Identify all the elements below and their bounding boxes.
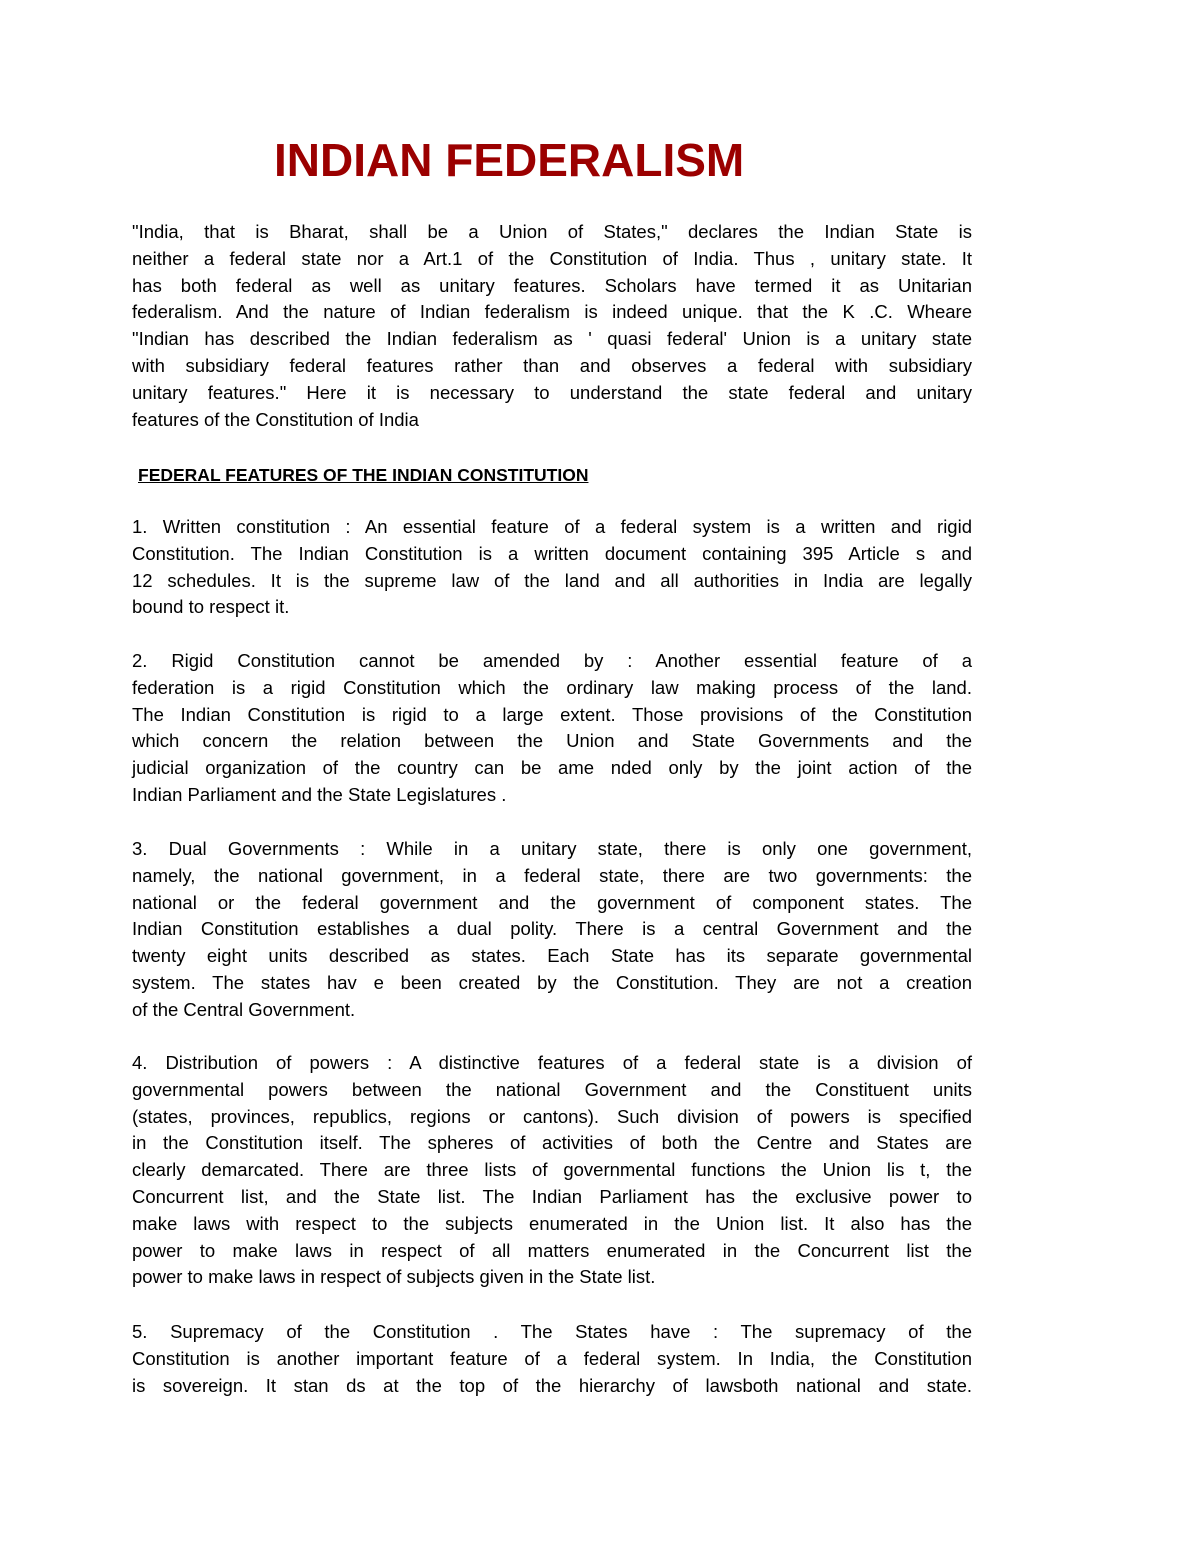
text-line: federation is a rigid Constitution which the ordinary law making process of the land. [132, 676, 972, 698]
text-line: power to make laws in respect of subjects given in the State list. [132, 1266, 656, 1288]
text-line: 12 schedules. It is the supreme law of the land and all authorities in India are legally [132, 569, 972, 591]
paragraph-distribution-of-powers [132, 1050, 972, 1291]
text-line: power to make laws in respect of all matters enumerated in the Concurrent list the [132, 1239, 972, 1261]
text-line: Constitution. The Indian Constitution is a written document containing 395 Article s and [132, 542, 972, 564]
text-line: judicial organization of the country can be ame nded only by the joint action of the [132, 757, 972, 779]
text-line: 5. Supremacy of the Constitution . The States have : The supremacy of the [132, 1321, 972, 1342]
text-line: twenty eight units described as states. Each State has its separate governmental [132, 945, 972, 967]
text-line: of the Central Government. [132, 998, 356, 1020]
text-line: "Indian has described the Indian federalism as ' quasi federal' Union is a unitary state [132, 328, 972, 350]
text-line: 4. Distribution of powers : A distinctive features of a federal state is a division of [132, 1052, 972, 1073]
text-line: 3. Dual Governments : While in a unitary state, there is only one government, [132, 838, 972, 859]
text-line: Indian Parliament and the State Legislatures . [132, 783, 507, 805]
text-line: (states, provinces, republics, regions or cantons). Such division of powers is specified [132, 1105, 972, 1127]
text-line: The Indian Constitution is rigid to a large extent. Those provisions of the Constitution [132, 703, 972, 725]
text-line: federalism. And the nature of Indian federalism is indeed unique. that the K .C. Wheare [132, 301, 972, 323]
text-line: which concern the relation between the Union and State Governments and the [132, 730, 972, 752]
text-line: 2. Rigid Constitution cannot be amended by : Another essential feature of a [132, 650, 972, 671]
text-line: "India, that is Bharat, shall be a Union of States," declares the Indian State is [132, 221, 972, 242]
text-line: features of the Constitution of India [132, 408, 419, 430]
text-line: with subsidiary federal features rather than and observes a federal with subsidiary [132, 354, 972, 376]
document-title: INDIAN FEDERALISM [274, 134, 745, 186]
text-line: has both federal as well as unitary features. Scholars have termed it as Unitarian [132, 274, 972, 296]
text-line: national or the federal government and the government of component states. The [132, 891, 972, 913]
text-line: 1. Written constitution : An essential feature of a federal system is a written and rigid [132, 516, 972, 537]
text-line: clearly demarcated. There are three lists of governmental functions the Union lis t, the [132, 1159, 972, 1181]
section-heading: FEDERAL FEATURES OF THE INDIAN CONSTITUTION [138, 465, 589, 485]
text-line: system. The states hav e been created by the Constitution. They are not a creation [132, 971, 972, 993]
text-line: Indian Constitution establishes a dual polity. There is a central Government and the [132, 918, 972, 940]
intro-paragraph [132, 219, 972, 433]
text-line: is sovereign. It stan ds at the top of the hierarchy of lawsboth national and state. [132, 1374, 972, 1396]
paragraph-supremacy-of-constitution [132, 1319, 972, 1399]
text-line: Constitution is another important feature of a federal system. In India, the Constitution [132, 1347, 972, 1369]
text-line: namely, the national government, in a federal state, there are two governments: the [132, 864, 972, 886]
text-line: Concurrent list, and the State list. The Indian Parliament has the exclusive power to [132, 1185, 972, 1207]
text-line: unitary features." Here it is necessary to understand the state federal and unitary [132, 381, 972, 403]
text-line: bound to respect it. [132, 596, 290, 618]
paragraph-written-constitution [132, 514, 972, 621]
text-line: neither a federal state nor a Art.1 of the Constitution of India. Thus , unitary state. It [132, 247, 972, 269]
text-line: in the Constitution itself. The spheres of activities of both the Centre and States are [132, 1132, 972, 1154]
paragraph-dual-governments [132, 836, 972, 1024]
text-line: make laws with respect to the subjects enumerated in the Union list. It also has the [132, 1212, 972, 1234]
paragraph-rigid-constitution [132, 648, 972, 809]
text-line: governmental powers between the national Government and the Constituent units [132, 1078, 972, 1100]
